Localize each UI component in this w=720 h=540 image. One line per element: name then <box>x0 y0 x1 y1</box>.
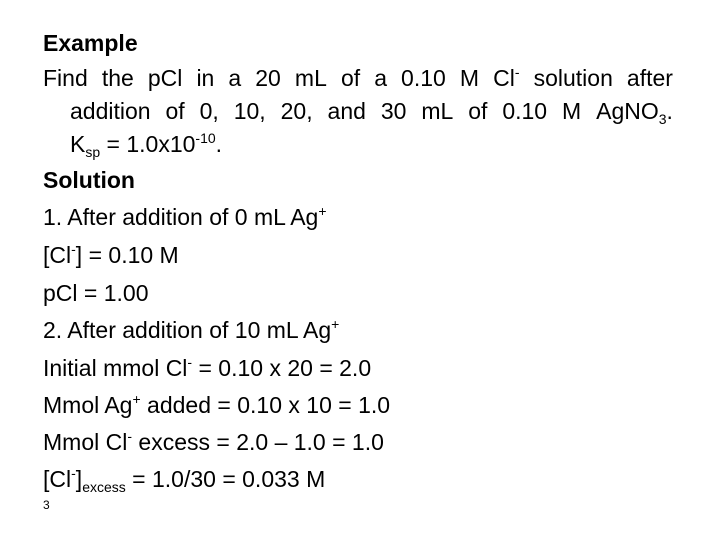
step-cl-excess-concentration: $[Cl^-]_{excess} = 1.0/30 = 0.033$ M <box>43 465 326 495</box>
problem-line-1 <box>43 64 673 92</box>
chloride-ion: Cl- <box>493 64 520 91</box>
problem-line-2 <box>70 97 673 125</box>
step-cl-concentration: [Cl-] = 0.10 M <box>43 241 179 268</box>
word: 20 <box>255 65 281 91</box>
example-heading: Example <box>43 30 138 56</box>
step-initial-mmol: Initial mmol Cl- = 0.10 x 20 = 2.0 <box>43 354 372 381</box>
word: 20, <box>280 98 313 124</box>
word: 30 <box>380 98 407 124</box>
word: M <box>562 98 582 124</box>
step-1: 1. After addition of 0 mL Ag+ <box>43 203 327 230</box>
word: a <box>228 65 242 91</box>
step-pcl-value: pCl = 1.00 <box>43 280 149 306</box>
page-number: 3 <box>43 498 50 512</box>
word: addition <box>70 98 151 124</box>
word: and <box>327 98 366 124</box>
word: of <box>468 98 488 124</box>
word: solution <box>533 65 613 91</box>
word: 0.10 <box>502 98 548 124</box>
silver-nitrate: AgNO$_3$. <box>596 98 673 127</box>
word: in <box>196 65 215 91</box>
step-2: 2. After addition of 10 mL Ag+ <box>43 316 340 343</box>
step-mmol-ag-added: Mmol Ag+ added = 0.10 x 10 = 1.0 <box>43 391 391 418</box>
word: pCl <box>147 65 183 91</box>
problem-line-3-ksp: $K_{sp} = 1.0x10^{-10}$. <box>70 130 223 160</box>
solution-heading: Solution <box>43 167 135 193</box>
word: after <box>626 65 673 91</box>
word: of <box>340 65 361 91</box>
word: the <box>101 65 134 91</box>
word: 0, <box>199 98 219 124</box>
word: mL <box>294 65 327 91</box>
word: of <box>165 98 185 124</box>
word: 0.10 <box>401 65 446 91</box>
word: M <box>459 65 480 91</box>
word: a <box>374 65 387 91</box>
word: mL <box>421 98 454 124</box>
word: Find <box>43 65 88 91</box>
word: 10, <box>233 98 266 124</box>
step-mmol-cl-excess: Mmol Cl- excess = 2.0 – 1.0 = 1.0 <box>43 428 384 455</box>
